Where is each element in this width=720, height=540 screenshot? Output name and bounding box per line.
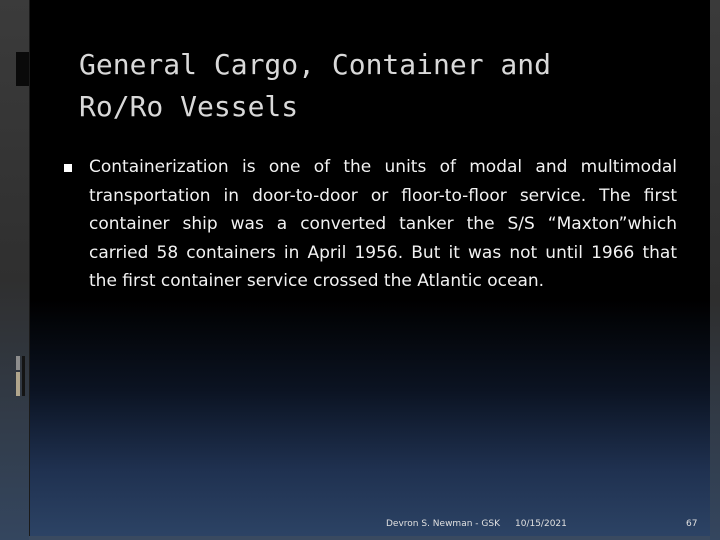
side-accent-mark-gray [16, 356, 20, 370]
bottom-frame-bar [29, 536, 710, 540]
footer-author: Devron S. Newman - GSK [386, 519, 500, 529]
bullet-text: Containerization is one of the units of modal and multimodal transportation in door-to-door or floor-to-floor service. The first container ship was a converted tanker the S/S “Maxton”which carried 58 containers in April 1956. But it was not until 1966 that the first container service crossed the Atlantic ocean. [89, 157, 677, 291]
right-frame-bar [710, 0, 720, 540]
footer-page-number: 67 [686, 519, 698, 529]
side-accent-mark-tan [16, 372, 20, 396]
slide-title-line-1: General Cargo, Container and [79, 48, 552, 81]
square-bullet-icon [64, 164, 72, 172]
footer-date: 10/15/2021 [515, 519, 567, 529]
side-accent-mark-dark [22, 356, 25, 396]
left-frame-edge [29, 0, 30, 540]
slide-title [79, 44, 679, 128]
title-accent-mark [16, 52, 29, 86]
slide-title-line-2: Ro/Ro Vessels [79, 90, 299, 123]
